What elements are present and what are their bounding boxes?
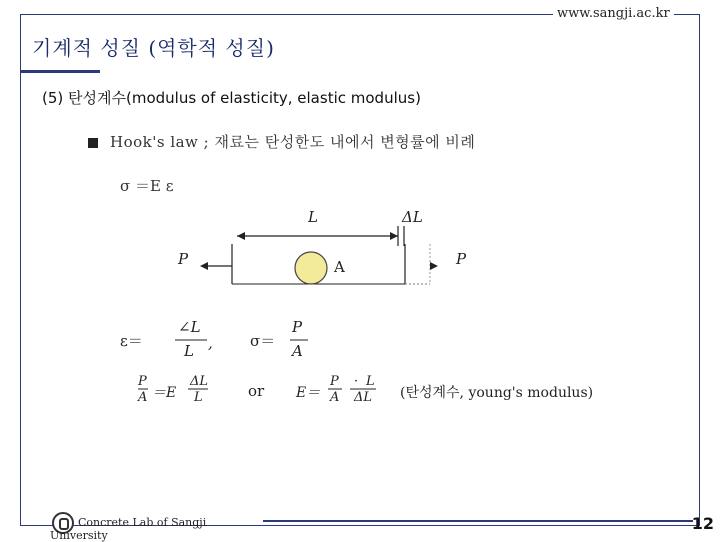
eq4-p: P — [330, 374, 339, 389]
youngs-modulus-note: (탄성계수, young's modulus) — [400, 385, 594, 401]
cross-section-circle — [295, 252, 327, 284]
figure-scan — [80, 128, 635, 418]
area-label: A — [334, 258, 345, 276]
section-heading: (5) 탄성계수(modulus of elasticity, elastic modulus) — [42, 89, 421, 107]
footer-divider — [263, 520, 693, 522]
length-arrow-right — [390, 232, 398, 240]
eq4-lhs: E＝ — [296, 385, 321, 401]
stress-eq-denominator: A — [292, 342, 303, 360]
strain-eq-denominator: L — [184, 342, 194, 360]
eq3-p: P — [138, 374, 147, 389]
hooke-law-text: Hook's law ; 재료는 탄성한도 내에서 변형률에 비례 — [110, 133, 476, 151]
eq4-l: L — [366, 374, 375, 389]
eq-or: or — [248, 382, 265, 400]
eq4-dot: · — [354, 374, 359, 389]
hooke-law-formula: σ ＝E ε — [120, 177, 174, 195]
eq3-a: A — [138, 390, 148, 405]
force-left-label: P — [178, 250, 189, 268]
elongation-label: ΔL — [402, 208, 423, 226]
force-arrow-right-head — [430, 262, 438, 270]
eq4-dl: ΔL — [354, 390, 373, 405]
stress-eq-numerator: P — [292, 318, 303, 336]
length-label: L — [308, 208, 318, 226]
eq4-a: A — [330, 390, 340, 405]
strain-eq-lhs: ε＝ — [120, 332, 143, 350]
footer-lab-line2: University — [50, 529, 108, 542]
strain-eq-comma: , — [208, 334, 213, 352]
force-arrow-left-head — [200, 262, 208, 270]
site-url: www.sangji.ac.kr — [553, 6, 674, 21]
force-right-label: P — [456, 250, 467, 268]
footer-lab-line1: Concrete Lab of Sangji — [78, 516, 207, 529]
strain-eq-numerator: ∠L — [178, 318, 201, 336]
stress-eq-lhs: σ＝ — [250, 332, 276, 350]
slide-title: 기계적 성질 (역학적 성질) — [32, 36, 275, 60]
eq3-denominator: L — [194, 390, 203, 405]
eq3-equals-e: ＝E — [152, 385, 177, 401]
length-arrow-left — [237, 232, 245, 240]
title-accent-bar — [20, 70, 100, 73]
eq3-numerator: ΔL — [190, 374, 209, 389]
page-number: 12 — [691, 514, 714, 533]
